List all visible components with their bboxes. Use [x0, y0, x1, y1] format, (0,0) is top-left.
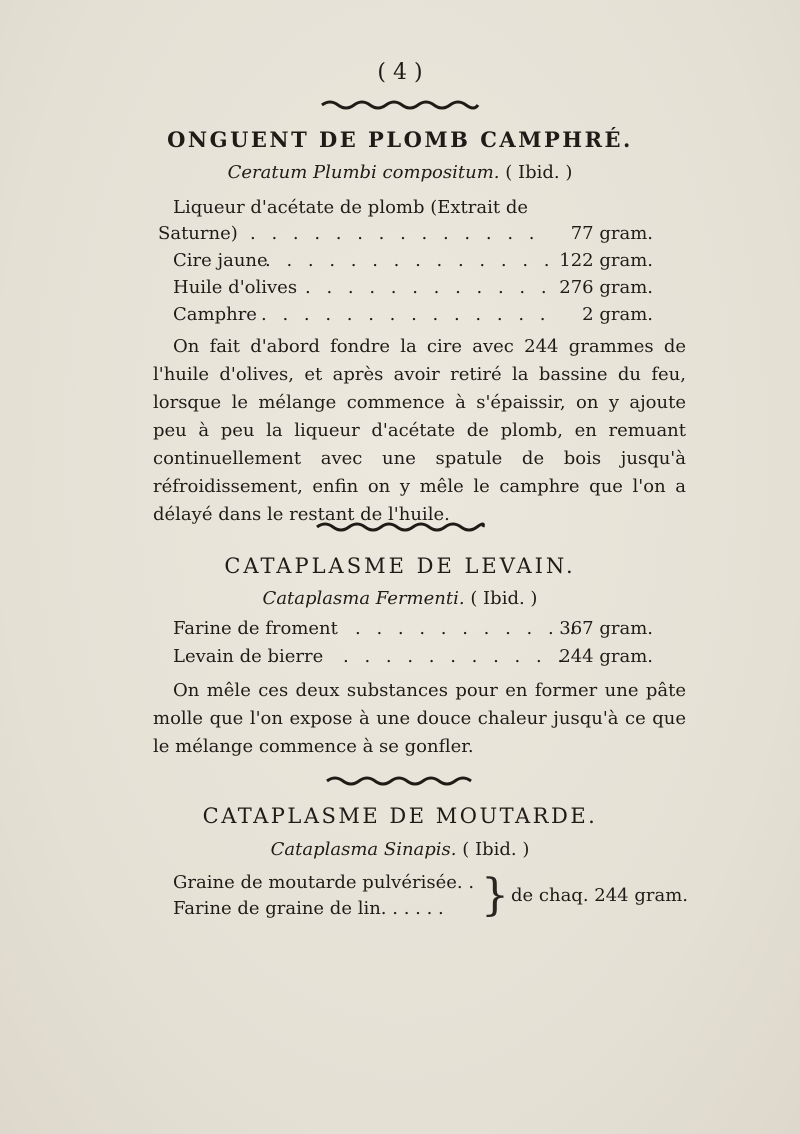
reference: ( Ibid. ) — [470, 588, 538, 609]
ingredient-name: Camphre — [173, 304, 257, 325]
latin-name: Ceratum Plumbi compositum. — [227, 162, 500, 183]
brace-icon: } — [481, 870, 509, 921]
section-subtitle — [0, 588, 800, 609]
instructions-paragraph: On fait d'abord fondre la cire avec 244 grammes de l'huile d'olives, et après avoir retiré la bassine du feu, lorsque le mélange commence à s'épaissir, on y ajoute peu à peu la liqueur d'acétate de plomb, en remuant continuellement avec une spatule de bois jusqu'à réfroidissement, enfin on y mêle le camphre que l'on a délayé dans le restant de l'huile. — [153, 336, 686, 525]
ingredient-quantity: 2 gram. — [582, 304, 653, 325]
ingredient-quantity: 276 gram. — [559, 277, 653, 298]
ingredient-row — [173, 304, 653, 328]
ingredient-name: Farine de graine de lin. . . . . . — [173, 898, 444, 919]
ingredient-name: Graine de moutarde pulvérisée. . — [173, 872, 475, 893]
ingredient-quantity: 244 gram. — [559, 646, 653, 667]
ingredient-quantity: 367 gram. — [559, 618, 653, 639]
ingredient-row — [173, 250, 653, 274]
ingredient-name: Farine de froment — [173, 618, 338, 639]
section-subtitle — [0, 839, 800, 860]
reference: ( Ibid. ) — [462, 839, 530, 860]
grouped-ingredients — [173, 872, 713, 924]
ornament-divider — [0, 518, 800, 537]
ingredient-intro: Liqueur d'acétate de plomb (Extrait de — [173, 197, 528, 218]
ingredient-quantity: 122 gram. — [559, 250, 653, 271]
ingredient-quantity: 77 gram. — [570, 223, 653, 244]
leader-dots: . . . . . . . . . . . . — [305, 277, 552, 298]
ingredient-name: Cire jaune — [173, 250, 268, 271]
wave-ornament-icon — [320, 99, 480, 111]
section-title: ONGUENT DE PLOMB CAMPHRÉ. — [167, 127, 633, 152]
ingredient-row — [173, 277, 653, 301]
ornament-divider — [0, 772, 800, 791]
ingredient-name: Levain de bierre — [173, 646, 324, 667]
ingredient-name: Saturne) — [158, 223, 238, 244]
section-title: CATAPLASME DE LEVAIN. — [224, 554, 576, 578]
instructions-paragraph: On mêle ces deux substances pour en former une pâte molle que l'on expose à une douce chaleur jusqu'à ce que le mélange commence à se gonfler. — [153, 680, 686, 757]
wave-ornament-icon — [315, 521, 485, 533]
leader-dots: . . . . . . . . . . . — [343, 646, 569, 667]
leader-dots: . . . . . . . . . . . . . . — [261, 304, 551, 325]
leader-dots: . . . . . . . . . . . . . . — [250, 223, 540, 244]
latin-name: Cataplasma Fermenti. — [262, 588, 465, 609]
ingredient-row — [173, 618, 653, 642]
section-subtitle — [0, 162, 800, 183]
latin-name: Cataplasma Sinapis. — [270, 839, 457, 860]
wave-ornament-icon — [325, 775, 475, 787]
ornament-divider — [0, 96, 800, 115]
leader-dots: . . . . . . . . . . . . . . — [265, 250, 555, 271]
ingredient-quantity: de chaq. 244 gram. — [511, 885, 688, 906]
ingredient-row — [158, 223, 653, 247]
leader-dots: . . . . . . . . . . . — [355, 618, 581, 639]
page-number: ( 4 ) — [377, 60, 423, 85]
ingredient-row — [173, 646, 653, 670]
reference: ( Ibid. ) — [505, 162, 573, 183]
section-title: CATAPLASME DE MOUTARDE. — [202, 804, 598, 828]
ingredient-name: Huile d'olives — [173, 277, 298, 298]
